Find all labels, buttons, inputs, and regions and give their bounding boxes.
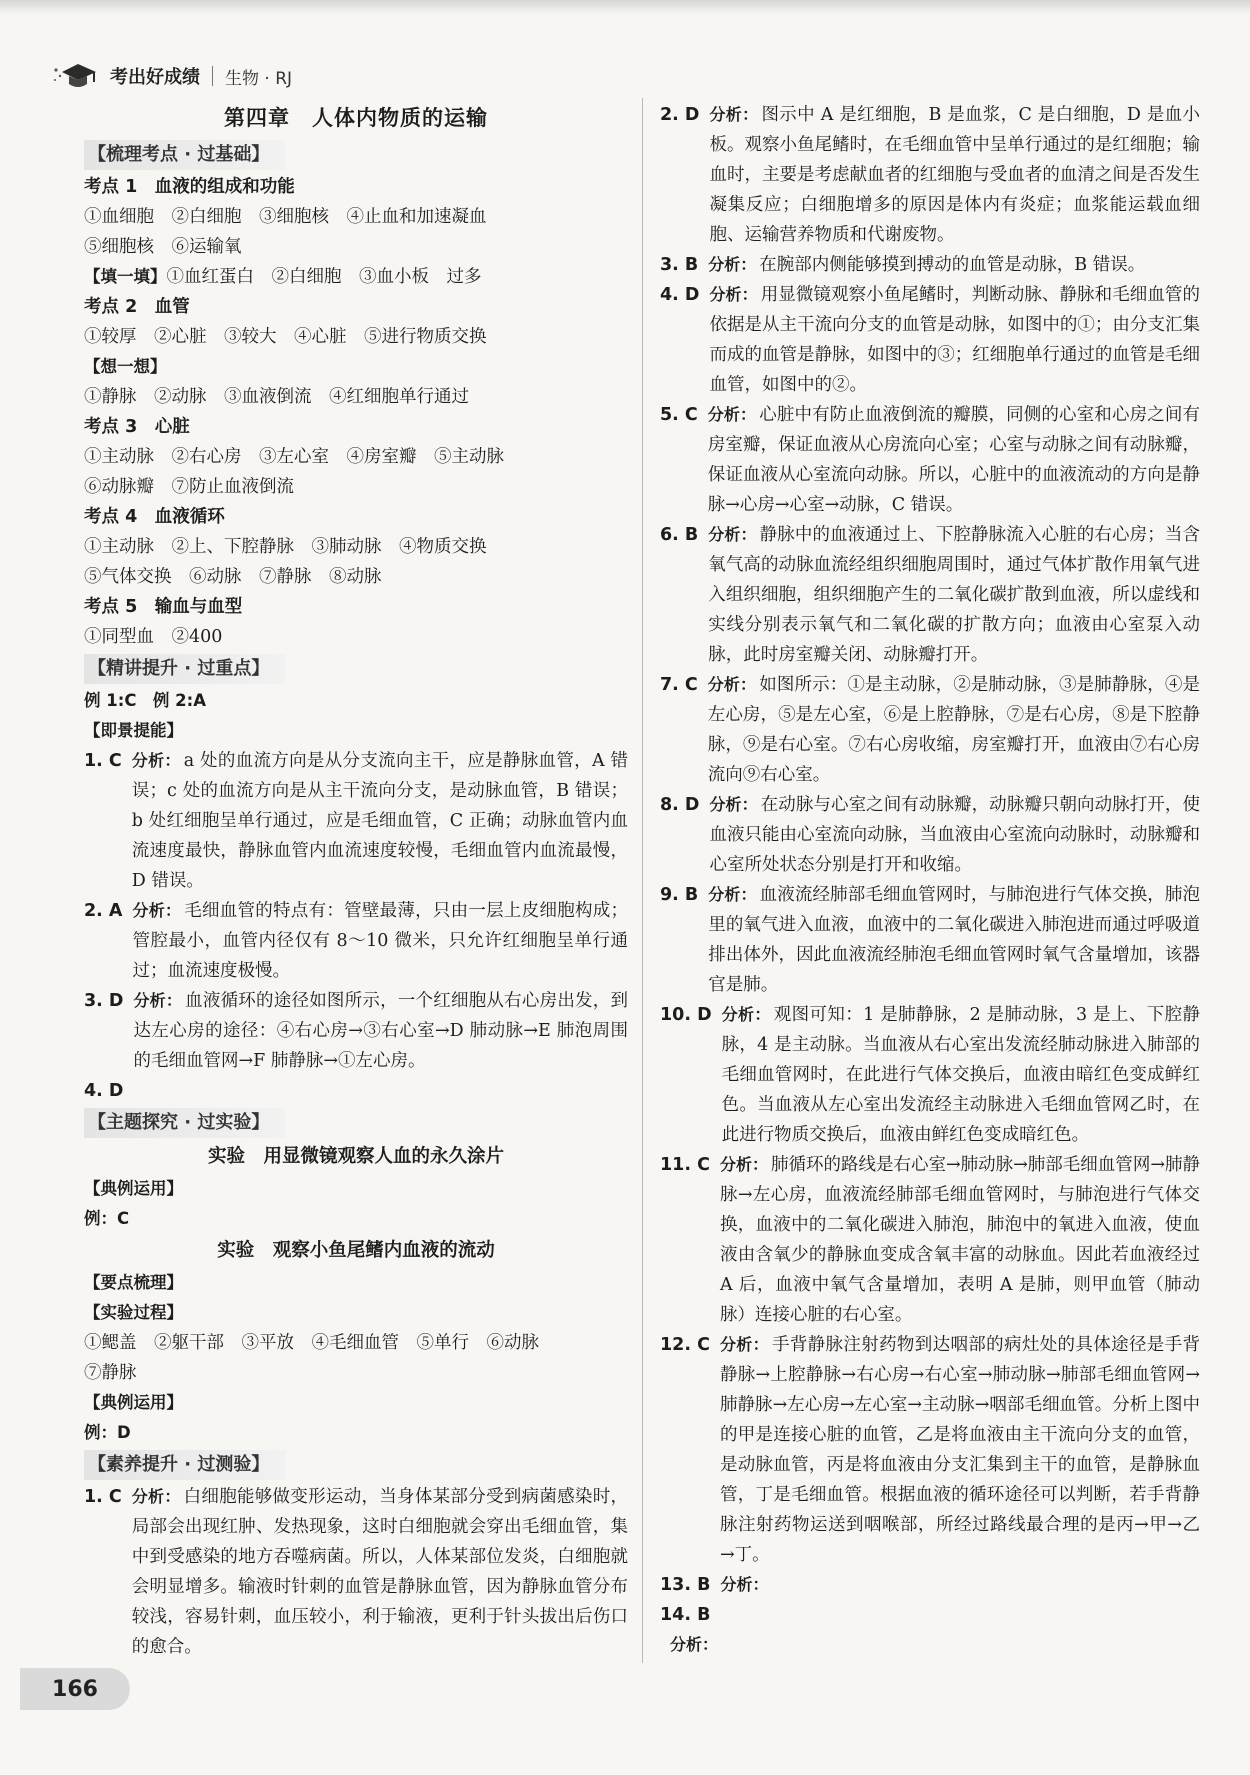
answer-text: 如图所示：①是主动脉，②是肺动脉，③是肺静脉，④是左心房，⑤是左心室，⑥是上腔静脉，⑦是右心房，⑧是下腔静脉，⑨是右心室。⑦右心房收缩，房室瓣打开，血液由⑦右心房流向⑨右心室。 <box>707 675 1200 785</box>
answer-number: 1. C <box>84 1487 122 1507</box>
fill-in-row <box>84 262 628 292</box>
answer-text: 静脉中的血液通过上、下腔静脉流入心脏的右心房；当含氧气高的动脉血流经组织细胞周围时，通过气体扩散作用氧气进入组织细胞，组织细胞产生的二氧化碳扩散到血液，所以虚线和实线分别表示氧气和二氧化碳的扩散方向；血液由心室泵入动脉，此时房室瓣关闭、动脉瓣打开。 <box>708 525 1200 665</box>
answer-number: 6. B <box>660 525 699 545</box>
analysis-label: 分析： <box>132 901 182 920</box>
answer-number: 3. B <box>660 255 699 275</box>
kp1-title: 考点 1 血液的组成和功能 <box>84 177 295 197</box>
answer-item <box>660 790 1200 880</box>
analysis-label: 分析： <box>708 525 757 544</box>
answer-item <box>660 1630 1200 1660</box>
answer-text: 血液循环的途径如图所示，一个红细胞从右心房出发，到达左心房的途径：④右心房→③右心室→D 肺动脉→E 肺泡周围的毛细血管网→F 肺静脉→①左心房。 <box>133 991 628 1071</box>
subject-label: 生物 · RJ <box>225 68 293 89</box>
analysis-label: 分析： <box>721 1005 771 1024</box>
answer-item <box>84 986 628 1076</box>
section-header-experiment: 【主题探究 · 过实验】 <box>84 1108 285 1138</box>
answer-number: 2. A <box>84 901 123 921</box>
answer-item <box>660 1570 1200 1600</box>
fill-in-label: 【填一填】 <box>84 267 167 286</box>
answer-number: 2. D <box>660 105 700 125</box>
answer-number: 7. C <box>660 675 698 695</box>
answer-item <box>660 670 1200 790</box>
analysis-label: 分析： <box>709 285 758 304</box>
answer-text: 心脏中有防止血液倒流的瓣膜，同侧的心室和心房之间有房室瓣，保证血液从心房流向心室；心室与动脉之间有动脉瓣，保证血液从心室流向动脉。所以，心脏中的血液流动的方向是静脉→心房→心室→动脉，C 错误。 <box>707 405 1200 515</box>
kp4-line-1: ①主动脉 ②上、下腔静脉 ③肺动脉 ④物质交换 <box>84 537 487 557</box>
answer-text: 白细胞能够做变形运动，当身体某部分受到病菌感染时，局部会出现红肿、发热现象，这时白细胞就会穿出毛细血管，集中到受感染的地方吞噬病菌。所以，人体某部位发炎，白细胞就会明显增多。输液时针刺的血管是静脉血管，因为静脉血管分布较浅，容易针刺，血压较小，利于输液，更利于针头拔出后伤口的愈合。 <box>131 1487 628 1657</box>
answer-text: 肺循环的路线是右心室→肺动脉→肺部毛细血管网→肺静脉→左心房，血液流经肺部毛细血管网时，与肺泡进行气体交换，血液中的二氧化碳进入肺泡，肺泡中的氧进入血液，使血液由含氧少的静脉血变成含氧丰富的动脉血。因此若血液经过 A 后，血液中氧气含量增加，表明 A 是肺，则甲血管（肺动脉）连接心脏的右心室。 <box>719 1155 1200 1325</box>
kp3-line-2: ⑥动脉瓣 ⑦防止血液倒流 <box>84 477 294 497</box>
answer-item <box>84 746 628 896</box>
answer-item <box>84 1076 628 1106</box>
column-divider <box>642 98 643 1663</box>
kp1-line-2: ⑤细胞核 ⑥运输氧 <box>84 237 242 257</box>
answer-item <box>660 520 1200 670</box>
example-answers: 例 1:C 例 2:A <box>84 691 207 710</box>
answer-text: 观图可知：1 是肺静脉，2 是肺动脉，3 是上、下腔静脉，4 是主动脉。当血液从右心室出发流经肺动脉进入肺部的毛细血管网时，在此进行气体交换后，血液由暗红色变成鲜红色。当血液从左心室出发流经主动脉进入毛细血管网乙时，在此进行物质交换后，血液由鲜红色变成暗红色。 <box>721 1005 1200 1145</box>
analysis-label: 分析： <box>131 1487 181 1506</box>
typical-example-label: 【典例运用】 <box>84 1179 183 1198</box>
kp2-line: ①较厚 ②心脏 ③较大 ④心脏 ⑤进行物质交换 <box>84 327 487 347</box>
answer-number: 5. C <box>660 405 698 425</box>
experiment-2-title: 实验 观察小鱼尾鳍内血液的流动 <box>217 1240 495 1261</box>
kp1-line-1: ①血细胞 ②白细胞 ③细胞核 ④止血和加速凝血 <box>84 207 487 227</box>
analysis-label: 分析： <box>708 255 757 274</box>
chapter-title: 第四章 人体内物质的运输 <box>224 105 488 130</box>
analysis-label: 分析： <box>708 885 757 904</box>
answer-item <box>660 1600 1200 1630</box>
analysis-label: 分析： <box>709 795 758 814</box>
kp4-line-2: ⑤气体交换 ⑥动脉 ⑦静脉 ⑧动脉 <box>84 567 382 587</box>
answer-number: 12. C <box>660 1335 710 1355</box>
answer-number: 4. D <box>660 285 700 305</box>
answer-number: 1. C <box>84 751 122 771</box>
kp4-title: 考点 4 血液循环 <box>84 507 225 527</box>
analysis-label: 分析： <box>707 675 757 694</box>
answer-item <box>84 1482 628 1662</box>
analysis-label: 分析： <box>709 105 759 124</box>
fill-in-text: ①血红蛋白 ②白细胞 ③血小板 过多 <box>166 267 482 287</box>
header-separator <box>212 66 213 86</box>
answer-item <box>660 880 1200 1000</box>
think-label: 【想一想】 <box>84 357 167 376</box>
experiment-2-line-2: ⑦静脉 <box>84 1363 137 1383</box>
answer-number: 11. C <box>660 1155 710 1175</box>
answer-text: 毛细血管的特点有：管壁最薄，只由一层上皮细胞构成；管腔最小，血管内径仅有 8～10 微米，只允许红细胞呈单行通过；血流速度极慢。 <box>132 901 628 981</box>
answer-number: 10. D <box>660 1005 712 1025</box>
answer-item <box>660 1150 1200 1330</box>
answer-number: 3. D <box>84 991 124 1011</box>
analysis-label: 分析： <box>720 1575 769 1594</box>
brand-name: 考出好成绩 <box>110 67 200 88</box>
process-label: 【实验过程】 <box>84 1303 183 1322</box>
answer-number: 14. B <box>660 1605 711 1625</box>
answer-item <box>660 1000 1200 1150</box>
key-points-label: 【要点梳理】 <box>84 1273 183 1292</box>
kp2-title: 考点 2 血管 <box>84 297 190 317</box>
answer-text: a 处的血流方向是从分支流向主干，应是静脉血管，A 错误；c 处的血流方向是从主干流向分支，是动脉血管，B 错误；b 处红细胞呈单行通过，应是毛细血管，C 正确；动脉血管内血流速度最快，静脉血管内血流速度较慢，毛细血管内血流最慢，D 错误。 <box>131 751 628 891</box>
page-header <box>52 58 292 94</box>
answer-text: 在腕部内侧能够摸到搏动的血管是动脉，B 错误。 <box>759 255 1146 275</box>
analysis-label: 分析： <box>670 1635 719 1654</box>
section-header-test: 【素养提升 · 过测验】 <box>84 1450 285 1480</box>
kp5-line: ①同型血 ②400 <box>84 627 223 647</box>
analysis-label: 分析： <box>707 405 757 424</box>
experiment-1-answer: 例：C <box>84 1209 130 1228</box>
graduation-cap-icon <box>52 60 102 92</box>
answer-text: 图示中 A 是红细胞，B 是血浆，C 是白细胞，D 是血小板。观察小鱼尾鳍时，在毛细血管中呈单行通过的是红细胞；输血时，主要是考虑献血者的红细胞与受血者的血清之间是否发生凝集反应；白细胞增多的原因是体内有炎症；血浆能运载血细胞、运输营养物质和代谢废物。 <box>709 105 1200 245</box>
instant-label: 【即景提能】 <box>84 721 183 740</box>
analysis-label: 分析： <box>719 1335 769 1354</box>
experiment-1-title: 实验 用显微镜观察人血的永久涂片 <box>207 1146 504 1167</box>
typical-example-label-2: 【典例运用】 <box>84 1393 183 1412</box>
analysis-label: 分析： <box>133 991 183 1010</box>
answer-item <box>660 280 1200 400</box>
answer-text: 用显微镜观察小鱼尾鳍时，判断动脉、静脉和毛细血管的依据是从主干流向分支的血管是动脉，如图中的①；由分支汇集而成的血管是静脉，如图中的③；红细胞单行通过的血管是毛细血管，如图中的②。 <box>709 285 1200 395</box>
analysis-label: 分析： <box>131 751 181 770</box>
right-column <box>660 100 1200 1660</box>
analysis-label: 分析： <box>719 1155 768 1174</box>
experiment-2-answer: 例：D <box>84 1423 131 1442</box>
page-top-shade <box>0 0 1250 14</box>
kp3-title: 考点 3 心脏 <box>84 417 190 437</box>
left-column <box>84 100 628 1662</box>
answer-text: 血液流经肺部毛细血管网时，与肺泡进行气体交换，肺泡里的氧气进入血液，血液中的二氧化碳进入肺泡进而通过呼吸道排出体外，因此血液流经肺泡毛细血管网时氧气含量增加，该器官是肺。 <box>708 885 1200 995</box>
answer-item <box>660 250 1200 280</box>
answer-text: 手背静脉注射药物到达咽部的病灶处的具体途径是手背静脉→上腔静脉→右心房→右心室→肺动脉→肺部毛细血管网→肺静脉→左心房→左心室→主动脉→咽部毛细血管。分析上图中的甲是连接心脏的血管，乙是将血液由主干流向分支的血管，是动脉血管，丙是将血液由分支汇集到主干的血管，是静脉血管，丁是毛细血管。根据血液的循环途径可以判断，若手背静脉注射药物运送到咽喉部，所经过路线最合理的是丙→甲→乙→丁。 <box>719 1335 1200 1565</box>
kp3-line-1: ①主动脉 ②右心房 ③左心室 ④房室瓣 ⑤主动脉 <box>84 447 504 467</box>
page-number: 166 <box>20 1668 130 1710</box>
answer-item <box>660 100 1200 250</box>
answer-text: 在动脉与心室之间有动脉瓣，动脉瓣只朝向动脉打开，使血液只能由心室流向动脉，当血液由心室流向动脉时，动脉瓣和心室所处状态分别是打开和收缩。 <box>709 795 1200 875</box>
experiment-2-line-1: ①鳃盖 ②躯干部 ③平放 ④毛细血管 ⑤单行 ⑥动脉 <box>84 1333 539 1353</box>
answer-number: 13. B <box>660 1575 711 1595</box>
answer-item <box>660 1330 1200 1570</box>
answer-number: 4. D <box>84 1081 124 1101</box>
section-header-key-points: 【精讲提升 · 过重点】 <box>84 654 285 684</box>
answer-number: 9. B <box>660 885 699 905</box>
think-line: ①静脉 ②动脉 ③血液倒流 ④红细胞单行通过 <box>84 387 469 407</box>
section-header-basics: 【梳理考点 · 过基础】 <box>84 140 285 170</box>
kp5-title: 考点 5 输血与血型 <box>84 597 243 617</box>
answer-item <box>660 400 1200 520</box>
answer-item <box>84 896 628 986</box>
answer-number: 8. D <box>660 795 700 815</box>
